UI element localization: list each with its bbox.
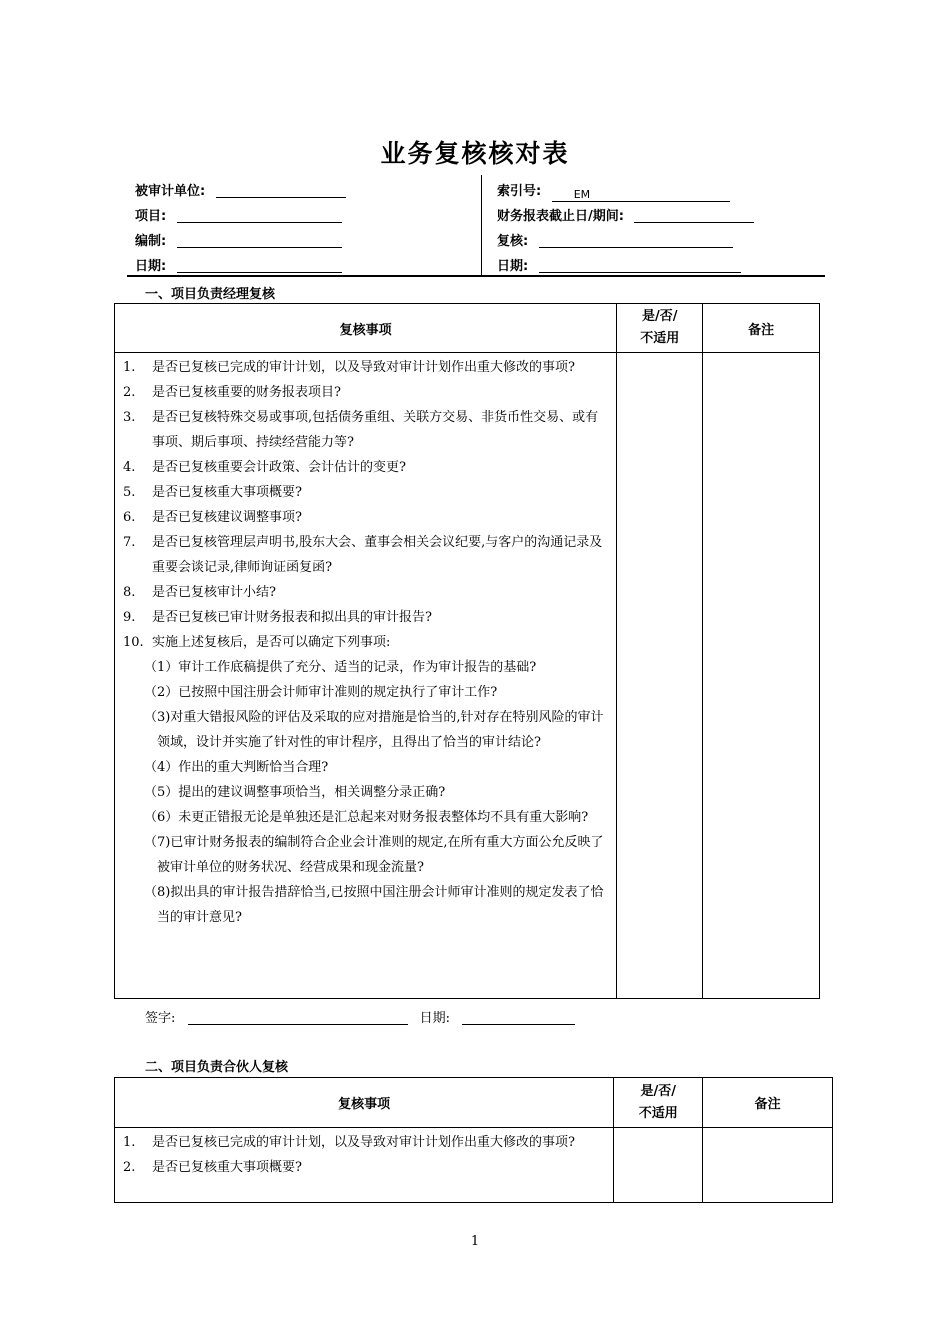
list-item: 10. 实施上述复核后，是否可以确定下列事项: xyxy=(123,635,391,650)
col-items-header: 复核事项 xyxy=(115,304,617,353)
prepared-field[interactable] xyxy=(177,233,342,248)
col-yn-header-2 xyxy=(614,1078,703,1128)
col-yn-line2: 不适用 xyxy=(640,331,680,346)
section1-table xyxy=(114,303,820,999)
review-row xyxy=(497,230,733,249)
period-field[interactable] xyxy=(634,208,754,223)
prepared-row xyxy=(135,230,342,249)
period-label: 财务报表截止日/期间: xyxy=(497,209,624,224)
project-label: 项目: xyxy=(135,209,167,224)
list-item: 4. 是否已复核重要会计政策、会计估计的变更? xyxy=(123,460,406,475)
section2-table xyxy=(114,1077,833,1203)
section1-title: 一、项目负责经理复核 xyxy=(145,287,276,302)
sub-item: （6）未更正错报无论是单独还是汇总起来对财务报表整体均不具有重大影响? xyxy=(144,810,589,825)
list-item: 2. 是否已复核重大事项概要? xyxy=(123,1160,302,1175)
sub-item: （7)已审计财务报表的编制符合企业会计准则的规定,在所有重大方面公允反映了被审计单位的财务状况、经营成果和现金流量? xyxy=(144,835,604,875)
sign-field[interactable] xyxy=(188,1010,408,1025)
section1-yn-cell[interactable] xyxy=(617,353,703,999)
list-item: 6. 是否已复核建议调整事项? xyxy=(123,510,302,525)
section2-items-cell xyxy=(115,1128,614,1203)
list-item: 1. 是否已复核已完成的审计计划，以及导致对审计计划作出重大修改的事项? xyxy=(123,1135,575,1150)
date2-row xyxy=(497,255,741,274)
date-row xyxy=(135,255,342,274)
date2-field[interactable] xyxy=(539,258,741,273)
section1-header-row xyxy=(115,304,820,353)
page-number: 1 xyxy=(470,1234,480,1249)
section2-yn-cell[interactable] xyxy=(614,1128,703,1203)
list-item: 5. 是否已复核重大事项概要? xyxy=(123,485,302,500)
list-item: 7. 是否已复核管理层声明书,股东大会、董事会相关会议纪要,与客户的沟通记录及重要会谈记录,律师询证函复函? xyxy=(123,535,603,575)
sign-row xyxy=(145,1007,575,1026)
index-label: 索引号: xyxy=(497,184,542,199)
list-item: 9. 是否已复核已审计财务报表和拟出具的审计报告? xyxy=(123,610,432,625)
page-title: 业务复核核对表 xyxy=(380,139,570,168)
index-field[interactable] xyxy=(552,187,730,202)
sub-item: （2）已按照中国注册会计师审计准则的规定执行了审计工作? xyxy=(144,685,498,700)
review-field[interactable] xyxy=(539,233,733,248)
client-field[interactable] xyxy=(216,183,346,198)
index-value: EM xyxy=(573,188,591,201)
section2-body-row xyxy=(115,1128,833,1203)
col-yn-line1-2: 是/否/ xyxy=(640,1083,676,1099)
section2-title: 二、项目负责合伙人复核 xyxy=(145,1060,289,1075)
client-row xyxy=(135,180,346,199)
list-item: 2. 是否已复核重要的财务报表项目? xyxy=(123,385,341,400)
date-label: 日期: xyxy=(135,259,167,274)
list-item: 3. 是否已复核特殊交易或事项,包括债务重组、关联方交易、非货币性交易、或有事项、期后事项、持续经营能力等? xyxy=(123,410,599,450)
project-row xyxy=(135,205,342,224)
date-field[interactable] xyxy=(177,258,342,273)
section2-note-cell[interactable] xyxy=(703,1128,833,1203)
project-field[interactable] xyxy=(177,208,342,223)
col-yn-line1: 是/否/ xyxy=(641,309,678,324)
sign-date-label: 日期: xyxy=(419,1011,451,1026)
col-items-header-2: 复核事项 xyxy=(115,1078,614,1128)
review-label: 复核: xyxy=(497,234,529,249)
section1-items-cell xyxy=(115,353,617,999)
col-note-header-2: 备注 xyxy=(703,1078,833,1128)
client-label: 被审计单位: xyxy=(135,184,206,199)
col-yn-header xyxy=(617,304,703,353)
header-divider xyxy=(481,175,482,275)
date2-label: 日期: xyxy=(497,259,529,274)
prepared-label: 编制: xyxy=(135,234,167,249)
sub-item: （1）审计工作底稿提供了充分、适当的记录，作为审计报告的基础? xyxy=(144,660,537,675)
col-note-header: 备注 xyxy=(703,304,820,353)
section2-header-row xyxy=(115,1078,833,1128)
sign-label: 签字: xyxy=(145,1011,176,1026)
col-yn-line2-2: 不适用 xyxy=(638,1105,678,1121)
period-row xyxy=(497,205,754,224)
section1-note-cell[interactable] xyxy=(703,353,820,999)
sign-date-field[interactable] xyxy=(462,1010,575,1025)
list-item: 1. 是否已复核已完成的审计计划，以及导致对审计计划作出重大修改的事项? xyxy=(123,360,575,375)
sub-item: （5）提出的建议调整事项恰当，相关调整分录正确? xyxy=(144,785,446,800)
sub-item: （3)对重大错报风险的评估及采取的应对措施是恰当的,针对存在特别风险的审计领域，设计并实施了针对性的审计程序，且得出了恰当的审计结论? xyxy=(144,710,604,750)
list-item: 8. 是否已复核审计小结? xyxy=(123,585,276,600)
sub-item: （8)拟出具的审计报告措辞恰当,已按照中国注册会计师审计准则的规定发表了恰当的审计意见? xyxy=(144,885,604,925)
sub-item: （4）作出的重大判断恰当合理? xyxy=(144,760,329,775)
section1-body-row xyxy=(115,353,820,999)
index-row xyxy=(497,180,730,202)
header-block xyxy=(127,173,825,277)
